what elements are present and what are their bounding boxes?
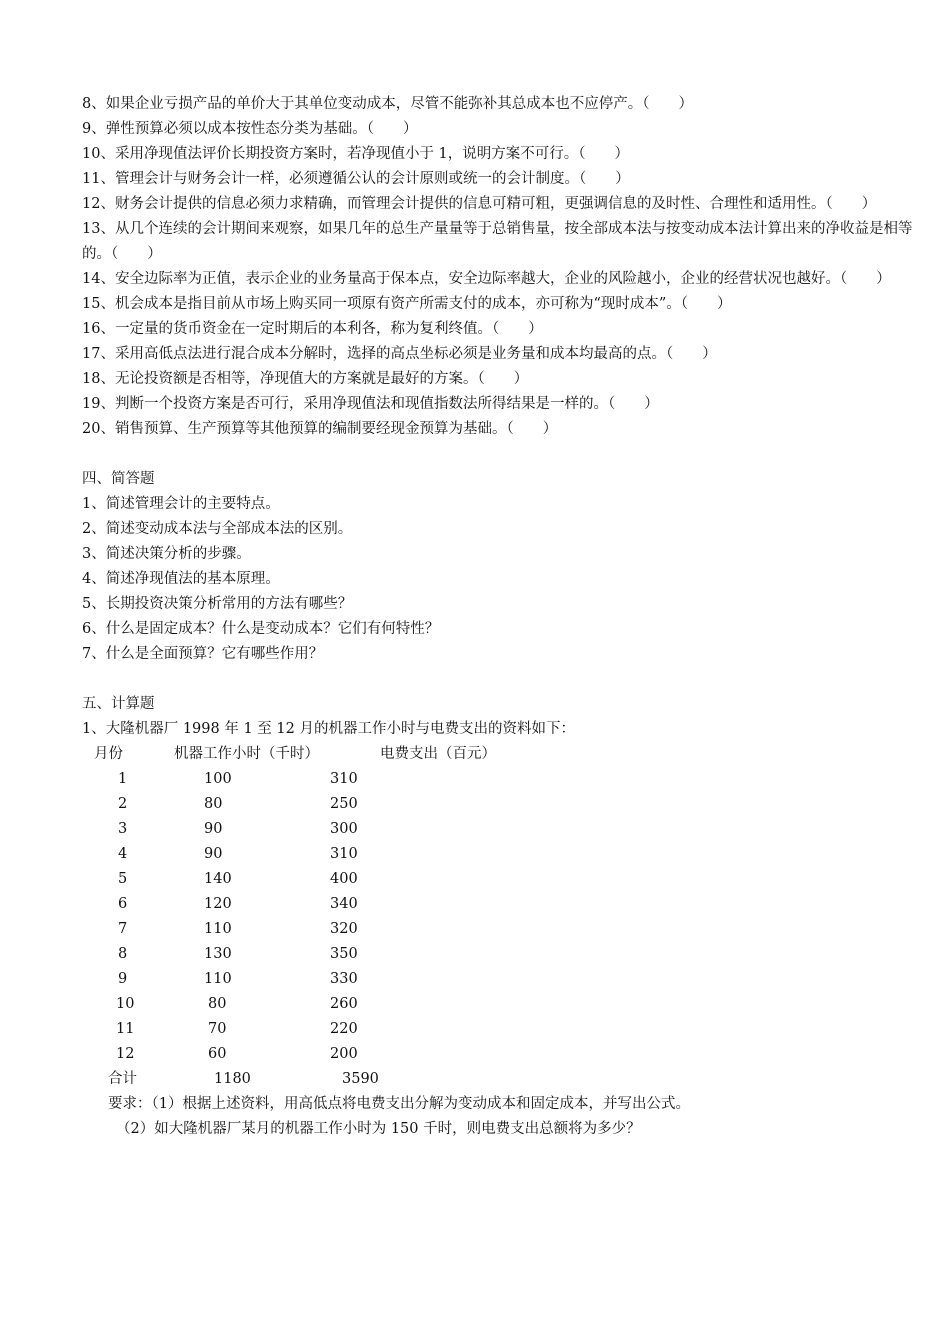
tf-item-18: 18、无论投资额是否相等，净现值大的方案就是最好的方案。（ ） [82, 371, 529, 387]
cell-machine-hours: 110 [204, 971, 232, 987]
cell-month: 5 [118, 871, 128, 887]
cell-electricity-cost: 250 [330, 796, 358, 812]
tf-item-12: 12、财务会计提供的信息必须力求精确，而管理会计提供的信息可精可粗，更强调信息的及时性、合理性和适用性。（ ） [82, 196, 877, 212]
cell-electricity-cost: 200 [330, 1046, 358, 1062]
cell-month: 4 [118, 846, 128, 862]
cell-month: 3 [118, 821, 128, 837]
total-hours: 1180 [214, 1071, 251, 1087]
cell-month: 8 [118, 946, 128, 962]
table-row [82, 792, 922, 817]
data-table-total-row [82, 1067, 922, 1092]
data-table-body [82, 767, 922, 1067]
total-label: 合计 [108, 1071, 137, 1087]
total-cost: 3590 [342, 1071, 379, 1087]
section-title-short-answer: 四、简答题 [82, 471, 155, 487]
header-electricity-cost: 电费支出（百元） [380, 746, 496, 762]
tf-item-13: 13、从几个连续的会计期间来观察，如果几年的总生产量量等于总销售量，按全部成本法与按变动成本法计算出来的净收益是相等的。（ ） [82, 221, 913, 262]
short-answer-item: 6、什么是固定成本？什么是变动成本？它们有何特性？ [82, 621, 440, 637]
cell-machine-hours: 60 [208, 1046, 227, 1062]
cell-machine-hours: 80 [204, 796, 223, 812]
cell-machine-hours: 110 [204, 921, 232, 937]
cell-electricity-cost: 300 [330, 821, 358, 837]
table-row [82, 867, 922, 892]
table-row [82, 992, 922, 1017]
document-page [82, 92, 922, 1142]
cell-machine-hours: 130 [204, 946, 232, 962]
calc-question-intro: 1、大隆机器厂 1998 年 1 至 12 月的机器工作小时与电费支出的资料如下： [82, 721, 575, 737]
short-answer-item: 4、简述净现值法的基本原理。 [82, 571, 280, 587]
cell-month: 7 [118, 921, 128, 937]
cell-month: 9 [118, 971, 128, 987]
tf-item-17: 17、采用高低点法进行混合成本分解时，选择的高点坐标必须是业务量和成本均最高的点。（ ） [82, 346, 717, 362]
cell-electricity-cost: 320 [330, 921, 358, 937]
cell-machine-hours: 80 [208, 996, 227, 1012]
table-row [82, 942, 922, 967]
tf-item-9: 9、弹性预算必须以成本按性态分类为基础。（ ） [82, 121, 418, 137]
tf-item-14: 14、安全边际率为正值，表示企业的业务量高于保本点，安全边际率越大，企业的风险越小，企业的经营状况也越好。（ ） [82, 271, 891, 287]
tf-item-8: 8、如果企业亏损产品的单价大于其单位变动成本，尽管不能弥补其总成本也不应停产。（ ） [82, 96, 693, 112]
table-row [82, 817, 922, 842]
cell-electricity-cost: 220 [330, 1021, 358, 1037]
table-row [82, 917, 922, 942]
short-answer-item: 1、简述管理会计的主要特点。 [82, 496, 280, 512]
cell-month: 2 [118, 796, 128, 812]
data-table-header [82, 742, 922, 767]
short-answer-item: 5、长期投资决策分析常用的方法有哪些？ [82, 596, 353, 612]
header-machine-hours: 机器工作小时（千时） [174, 746, 319, 762]
spacer [82, 667, 922, 692]
table-row [82, 1042, 922, 1067]
cell-electricity-cost: 260 [330, 996, 358, 1012]
cell-month: 6 [118, 896, 128, 912]
cell-month: 12 [116, 1046, 135, 1062]
table-row [82, 1017, 922, 1042]
spacer [82, 442, 922, 467]
header-month: 月份 [94, 746, 123, 762]
tf-item-19: 19、判断一个投资方案是否可行，采用净现值法和现值指数法所得结果是一样的。（ ） [82, 396, 659, 412]
table-row [82, 842, 922, 867]
cell-electricity-cost: 340 [330, 896, 358, 912]
cell-electricity-cost: 310 [330, 846, 358, 862]
cell-machine-hours: 100 [204, 771, 232, 787]
cell-machine-hours: 90 [204, 846, 223, 862]
short-answer-item: 7、什么是全面预算？它有哪些作用？ [82, 646, 324, 662]
short-answer-item: 2、简述变动成本法与全部成本法的区别。 [82, 521, 353, 537]
tf-item-10: 10、采用净现值法评价长期投资方案时，若净现值小于 1，说明方案不可行。（ ） [82, 146, 630, 162]
cell-electricity-cost: 310 [330, 771, 358, 787]
table-row [82, 892, 922, 917]
cell-machine-hours: 90 [204, 821, 223, 837]
requirement-1: 要求：（1）根据上述资料，用高低点将电费支出分解为变动成本和固定成本，并写出公式。 [108, 1096, 690, 1112]
cell-electricity-cost: 330 [330, 971, 358, 987]
cell-machine-hours: 70 [208, 1021, 227, 1037]
cell-electricity-cost: 400 [330, 871, 358, 887]
requirement-2: （2）如大隆机器厂某月的机器工作小时为 150 千时，则电费支出总额将为多少？ [116, 1121, 641, 1137]
cell-electricity-cost: 350 [330, 946, 358, 962]
section-title-calculation: 五、计算题 [82, 696, 155, 712]
cell-month: 10 [116, 996, 135, 1012]
cell-machine-hours: 140 [204, 871, 232, 887]
table-row [82, 767, 922, 792]
tf-item-20: 20、销售预算、生产预算等其他预算的编制要经现金预算为基础。（ ） [82, 421, 558, 437]
short-answer-item: 3、简述决策分析的步骤。 [82, 546, 251, 562]
cell-month: 1 [118, 771, 128, 787]
cell-machine-hours: 120 [204, 896, 232, 912]
table-row [82, 967, 922, 992]
tf-item-11: 11、管理会计与财务会计一样，必须遵循公认的会计原则或统一的会计制度。（ ） [82, 171, 630, 187]
tf-item-15: 15、机会成本是指目前从市场上购买同一项原有资产所需支付的成本，亦可称为“现时成本”。（ ） [82, 296, 732, 312]
cell-month: 11 [116, 1021, 135, 1037]
tf-item-16: 16、一定量的货币资金在一定时期后的本利各，称为复利终值。（ ） [82, 321, 543, 337]
